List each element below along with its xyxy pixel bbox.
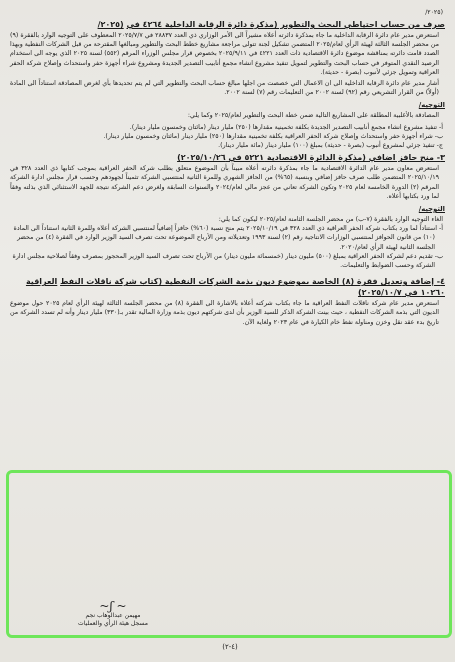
- section3-item-intro: الغاء التوجيه الوارد بالفقرة (٧-ب) من محضر الجلسة الثامنة لعام/٢٠٢٥ ليكون كما يلي:: [218, 216, 443, 224]
- section1-decisions-head: التوجيه/: [418, 101, 445, 110]
- section1-para2: أشار مدير عام دائرة الرقابة الداخلية الى ان الاعمال التي خصصت من اجلها مبالغ حساب البحث والتطوير التي لم يتم تحديدها بأي لغرض المصادقة استناداً الى المادة (أولاً) من القرار التشريعي رقم (٩٢) لسنة ٢٠٠٢ من التعليمات رقم (٧) لسنة ٢٠٠٢.: [10, 80, 439, 97]
- signature-scrawl: ~ ʃ~: [99, 599, 127, 613]
- section1-para1: استعرض مدير عام دائرة الرقابة الداخلية ما جاء بمذكرة دائرته أعلاه مشيراً الى الأمر الوزاري ذي العدد ٢٨٨٣٧ في ٢٠٢٥/٧/٧ المعطوف على التوجيه الوارد بالفقرة (٩) من محضر الجلسة الثالثة لهيئة الرأي لعام/٢٠٢٥ المتضمن تشكيل لجنة تتولى مراجعة مشاريع خطط البحث والتطوير ومبالغها المقترحة من قبل الشركات النفطية وبهذا الصدد قامت دائرته بمناقشة موضوع دائرة الاقتصادية ذات العدد ٤٢٢١ في ٢٠٢٥/٩/١١ بخصوص قرار مجلس الوزراء المرقم (٥٥٢) لسنة ٢٠٢٥ الذي يوجه الى استخدام الرصيد النقدي المتوفر في حساب البحث والتطوير لتمويل تنفيذ مشروع انشاء مجمع أنابيب التصدير الجديدة ومشروع شراء أجهزة حفر واستحداث وإصلاح شركة الحفر العراقية وتمويل جزئي لأنبوب (بصرة - حديثة).: [10, 32, 440, 76]
- section3-title-text: ٣- منح حافز اضافي (مذكرة الدائرة الاقتصادية ٥٢٢١ في ٢٠٢٥/١٠/٢٦): [177, 153, 445, 163]
- section3-item-a: أ- استناداً لما ورد بكتاب شركة الحفر العراقية ذي العدد ٣٢٨ في ٢٠٢٥/١٠/١٩ يتم منح نسبة (٦٠%) حافزاً إضافياً لمنتسبي الشركة أعلاه وللمرة الثانية استناداً الى المادة (١٠) من قانون الحوافز لمنتسبي الوزارات الانتاجية رقم (٢) لسنة ١٩٩٣ وتعديلاته ومن الأرباح الموضوعة تحت تصرف السيد الوزير الوارد في الفقرة (٤) من محضر الجلسة الثانية لهيئة الرأي لعام/٢٠٢٠.: [13, 225, 443, 251]
- signatory-title: مسجل هيئة الرأي والعمليات: [78, 620, 148, 627]
- section3-decisions-head: التوجيه/: [418, 205, 445, 214]
- signatory-name: مهيمن عبدالوهاب نجم: [85, 612, 141, 619]
- signature-block: [48, 600, 178, 628]
- section1-title-text: صرف من حساب احتياطي البحث والتطوير (مذكرة دائرة الرقابة الداخلية ٤٢٦٤ في: [126, 20, 445, 29]
- section3-item-b: ب- تقديم دعم لشركة الحفر العراقية بمبلغ (٥٠٠) مليون دينار (خمسمائة مليون دينار) من الأرباح تحت تصرف السيد الوزير المحجوز بمصرف وفقاً لصلاحية مجلس ادارة الشركة وحسب الضوابط والتعليمات.: [12, 252, 443, 270]
- section1-item-a: أ- تنفيذ مشروع انشاء مجمع أنابيب التصدير الجديدة بكلفة تخمينية مقدارها (٢٥٠) مليار دينار (مائتان وخمسون مليار دينار).: [129, 123, 443, 131]
- page-number: (٤-٢): [222, 643, 238, 651]
- top-fragment: (٢٠٢٥/: [425, 9, 443, 16]
- section3-title: [10, 152, 445, 163]
- section4-title-text: ٤- إضافة وتعديل فقرة (٨) الخاصة بموضوع ديون بذمة الشركات النفطية (كتاب شركة ناقلات النفط: [60, 277, 445, 287]
- section4-title: [10, 276, 445, 298]
- section1-item-c: ج- تنفيذ جزئي لمشروع أنبوب (بصرة - حديثة) بمبلغ (١٠٠) مليار دينار (مائة مليار دينار).: [218, 142, 443, 150]
- section1-decisions-intro: المصادقة بالأغلبية المطلقة على المشاريع التالية ضمن خطة البحث والتطوير لعام/٢٠٢٥ وكما يلي:: [187, 112, 439, 120]
- section1-title: [10, 19, 445, 30]
- section1-item-b: ب- شراء أجهزة حفر واستحداث وإصلاح شركة الحفر العراقية بكلفة تخمينية مقدارها (٢٥٠) مليار دينار (مائتان وخمسون مليار دينار).: [103, 132, 443, 140]
- section3-para1: استعرض معاون مدير عام الدائرة الاقتصادية ما جاء بمذكرة دائرته أعلاه مبيناً بأن الموضوع متعلق بطلب شركة الحفر العراقية بموجب كتابها ذي العدد ٣٢٨ في ٢٠٢٥/١٠/١٩ المتضمن طلب صرف حافز إضافي وبنسبة (٦٥%) من الحافز الشهري وللمرة الثانية لمنتسبي الشركة تثميناً لجهودهم وحسب قرار مجلس ادارة الشركة المرقم (٢) الدورة الخامسة لعام ٢٠٢٥ وتكون الشركة تعاني من عجز مالي لعام/٢٠٢٤ والسنوات السابقة ولغرض دعم الشركة نتيجة للجهد الاستثنائي الذي بذلته وفقاً لما ورد بكتابها أعلاه.: [10, 165, 440, 200]
- section4-title-cont: العراقية ١٠٢٦٠ في ٢٠٢٥/١٠/٧): [25, 277, 445, 298]
- section1-title-cont: (٢٠٢٥/: [97, 20, 124, 29]
- section4-para1: استعرض مدير عام شركة ناقلات النفط العراقية ما جاء بكتاب شركته أعلاه بالاشارة الى الفقرة (٨) من محضر الجلسة الثالثة لهيئة الرأي لعام ٢٠٢٥ حول موضوع الديون التي بذمة الشركات النفطية ، حيث بينت الشركة الذكر للسيد الوزير بأن لدى شركتهم ديون بذمة وزارة المالية تقدر بـ(٣٣٠) مليار دينار وأنه لم تسدد الشركة من تاريخ بدء عقد نقل وخزن ومناولة نفط خام الكيارة في عام ٢٠٢٣ ولغاية الآن.: [10, 300, 439, 326]
